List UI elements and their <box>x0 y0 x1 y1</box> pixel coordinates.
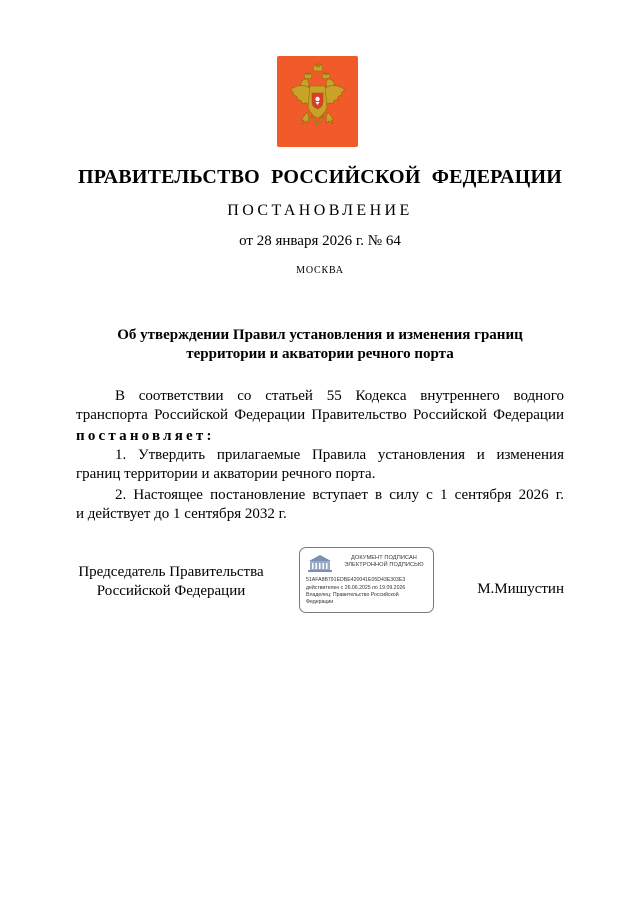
stamp-title-line-1: ДОКУМЕНТ ПОДПИСАН <box>351 555 417 561</box>
signer-position-line-2: Российской Федерации <box>96 583 246 599</box>
stamp-title-line-2: ЭЛЕКТРОННОЙ ПОДПИСЬЮ <box>344 562 424 568</box>
coat-of-arms-emblem <box>277 56 358 147</box>
paragraph-2-line-2: границ территории и акватории речного порта. <box>76 466 376 482</box>
document-heading <box>76 326 564 364</box>
stamp-certificate: 51AFA8B791EDBE420041E05D43E303E3 <box>306 577 406 583</box>
signer-name: М.Мишустин <box>477 581 564 597</box>
stamp-title <box>338 555 430 569</box>
heading-line-2: территории и акватории речного порта <box>186 346 454 362</box>
paragraph-3-line-2: и действует до 1 сентября 2032 г. <box>76 506 287 522</box>
document-city: МОСКВА <box>296 265 344 276</box>
heading-line-1: Об утверждении Правил установления и изменения границ <box>117 327 523 343</box>
paragraph-1-line-3: постановляет: <box>76 428 215 444</box>
building-icon <box>305 553 335 573</box>
electronic-signature-stamp <box>299 547 434 613</box>
signer-position-line-1: Председатель Правительства <box>78 564 264 580</box>
stamp-owner-line-1: Владелец: Правительство Российской <box>306 592 399 598</box>
paragraph-2-line-1: 1. Утвердить прилагаемые Правила установления и изменения <box>115 447 564 463</box>
double-headed-eagle-icon <box>277 56 358 147</box>
document-type: ПОСТАНОВЛЕНИЕ <box>227 202 413 219</box>
paragraph-1-line-2: транспорта Российской Федерации Правительство Российской Федерации <box>76 407 564 423</box>
government-title: ПРАВИТЕЛЬСТВО РОССИЙСКОЙ ФЕДЕРАЦИИ <box>78 166 562 188</box>
stamp-validity: действителен с 26.06.2025 по 19.09.2026 <box>306 585 406 591</box>
signer-position <box>76 563 266 601</box>
paragraph-3-line-1: 2. Настоящее постановление вступает в силу с 1 сентября 2026 г. <box>115 487 564 503</box>
document-date-number: от 28 января 2026 г. № 64 <box>239 233 401 249</box>
stamp-owner-line-2: Федерации <box>306 599 334 605</box>
paragraph-1-line-1: В соответствии со статьей 55 Кодекса внутреннего водного <box>115 388 564 404</box>
